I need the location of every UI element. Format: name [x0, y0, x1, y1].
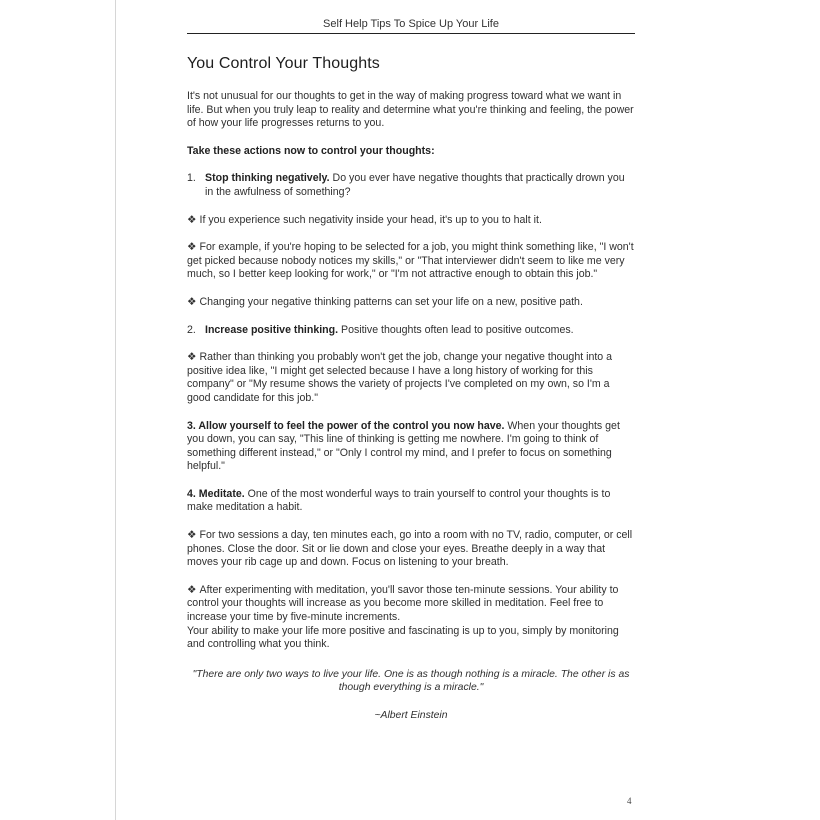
- section-heading: You Control Your Thoughts: [187, 55, 380, 72]
- bullet-paragraph: ❖ For two sessions a day, ten minutes each, go into a room with no TV, radio, computer, or cell phones. Close the door. Sit or lie down and close your eyes. Breathe deeply in a way that moves your rib cage up and down. Focus on listening to your breath.: [187, 529, 633, 569]
- diamond-bullet-icon: ❖: [187, 529, 197, 542]
- document-page: [187, 18, 635, 723]
- intro-paragraph: It's not unusual for our thoughts to get in the way of making progress toward what we want in life. But when you truly leap to reality and determine what you're thinking and feeling, the power of how your life progresses returns to you.: [187, 90, 634, 130]
- diamond-bullet-icon: ❖: [187, 351, 197, 364]
- item-number: 2.: [187, 323, 196, 336]
- bullet-paragraph: ❖ For example, if you're hoping to be selected for a job, you might think something like, "I won't get picked because nobody notices my skills," or "That interviewer didn't seem to like me very much, so I better keep looking for work," or "I'm not attractive enough to obtain this job.": [187, 241, 634, 281]
- item-bold-lead: Increase positive thinking.: [205, 323, 339, 336]
- bullet-paragraph: ❖ After experimenting with meditation, you'll savor those ten-minute sessions. Your ability to control your thoughts will increase as you become more skilled in meditation. Feel free to increase your time by five-minute increments.: [187, 583, 619, 624]
- numbered-item-2: [187, 324, 635, 338]
- running-header: Self Help Tips To Spice Up Your Life: [187, 18, 635, 34]
- quote-author: ~Albert Einstein: [374, 710, 448, 721]
- numbered-paragraph-3: [187, 420, 635, 474]
- closing-paragraph: Your ability to make your life more positive and fascinating is up to you, simply by monitoring and controlling what you think.: [187, 624, 619, 651]
- item-bold-lead: Stop thinking negatively.: [205, 172, 330, 185]
- numbered-paragraph-4: [187, 488, 635, 515]
- page-edge-line: [115, 0, 116, 820]
- list-item: [187, 324, 635, 338]
- item-text: One of the most wonderful ways to train yourself to control your thoughts is to make meditation a habit.: [187, 487, 611, 514]
- item-bold-lead: 4. Meditate.: [187, 487, 245, 500]
- list-item: [187, 172, 635, 199]
- item-text: Positive thoughts often lead to positive outcomes.: [338, 323, 574, 336]
- item-number: 1.: [187, 172, 196, 185]
- diamond-bullet-icon: ❖: [187, 295, 197, 308]
- page-number: 4: [627, 796, 632, 806]
- bullet-paragraph: ❖ Rather than thinking you probably won't get the job, change your negative thought into a positive idea like, "I might get selected because I have a long history of working for this company" or "My resume shows the variety of projects I've completed on my own, so I'm a good candidate for this job.": [187, 351, 613, 404]
- bullet-paragraph: ❖ Changing your negative thinking patterns can set your life on a new, positive path.: [187, 295, 583, 308]
- item-text: When your thoughts get you down, you can say, "This line of thinking is getting me nowhere. I'm going to think of something different instead," or "Only I control my mind, and I prefer to focus on something helpful.": [187, 419, 620, 473]
- bullet-paragraph: ❖ If you experience such negativity inside your head, it's up to you to halt it.: [187, 213, 542, 226]
- numbered-item-1: [187, 172, 635, 199]
- item-text: Do you ever have negative thoughts that practically drown you in the awfulness of something?: [205, 172, 625, 198]
- diamond-bullet-icon: ❖: [187, 213, 197, 226]
- diamond-bullet-icon: ❖: [187, 241, 197, 254]
- item-bold-lead: 3. Allow yourself to feel the power of the control you now have.: [187, 419, 505, 432]
- diamond-bullet-icon: ❖: [187, 583, 197, 596]
- actions-title: Take these actions now to control your thoughts:: [187, 144, 435, 157]
- quote: "There are only two ways to live your life. One is as though nothing is a miracle. The other is as though everything is a miracle.": [192, 668, 630, 694]
